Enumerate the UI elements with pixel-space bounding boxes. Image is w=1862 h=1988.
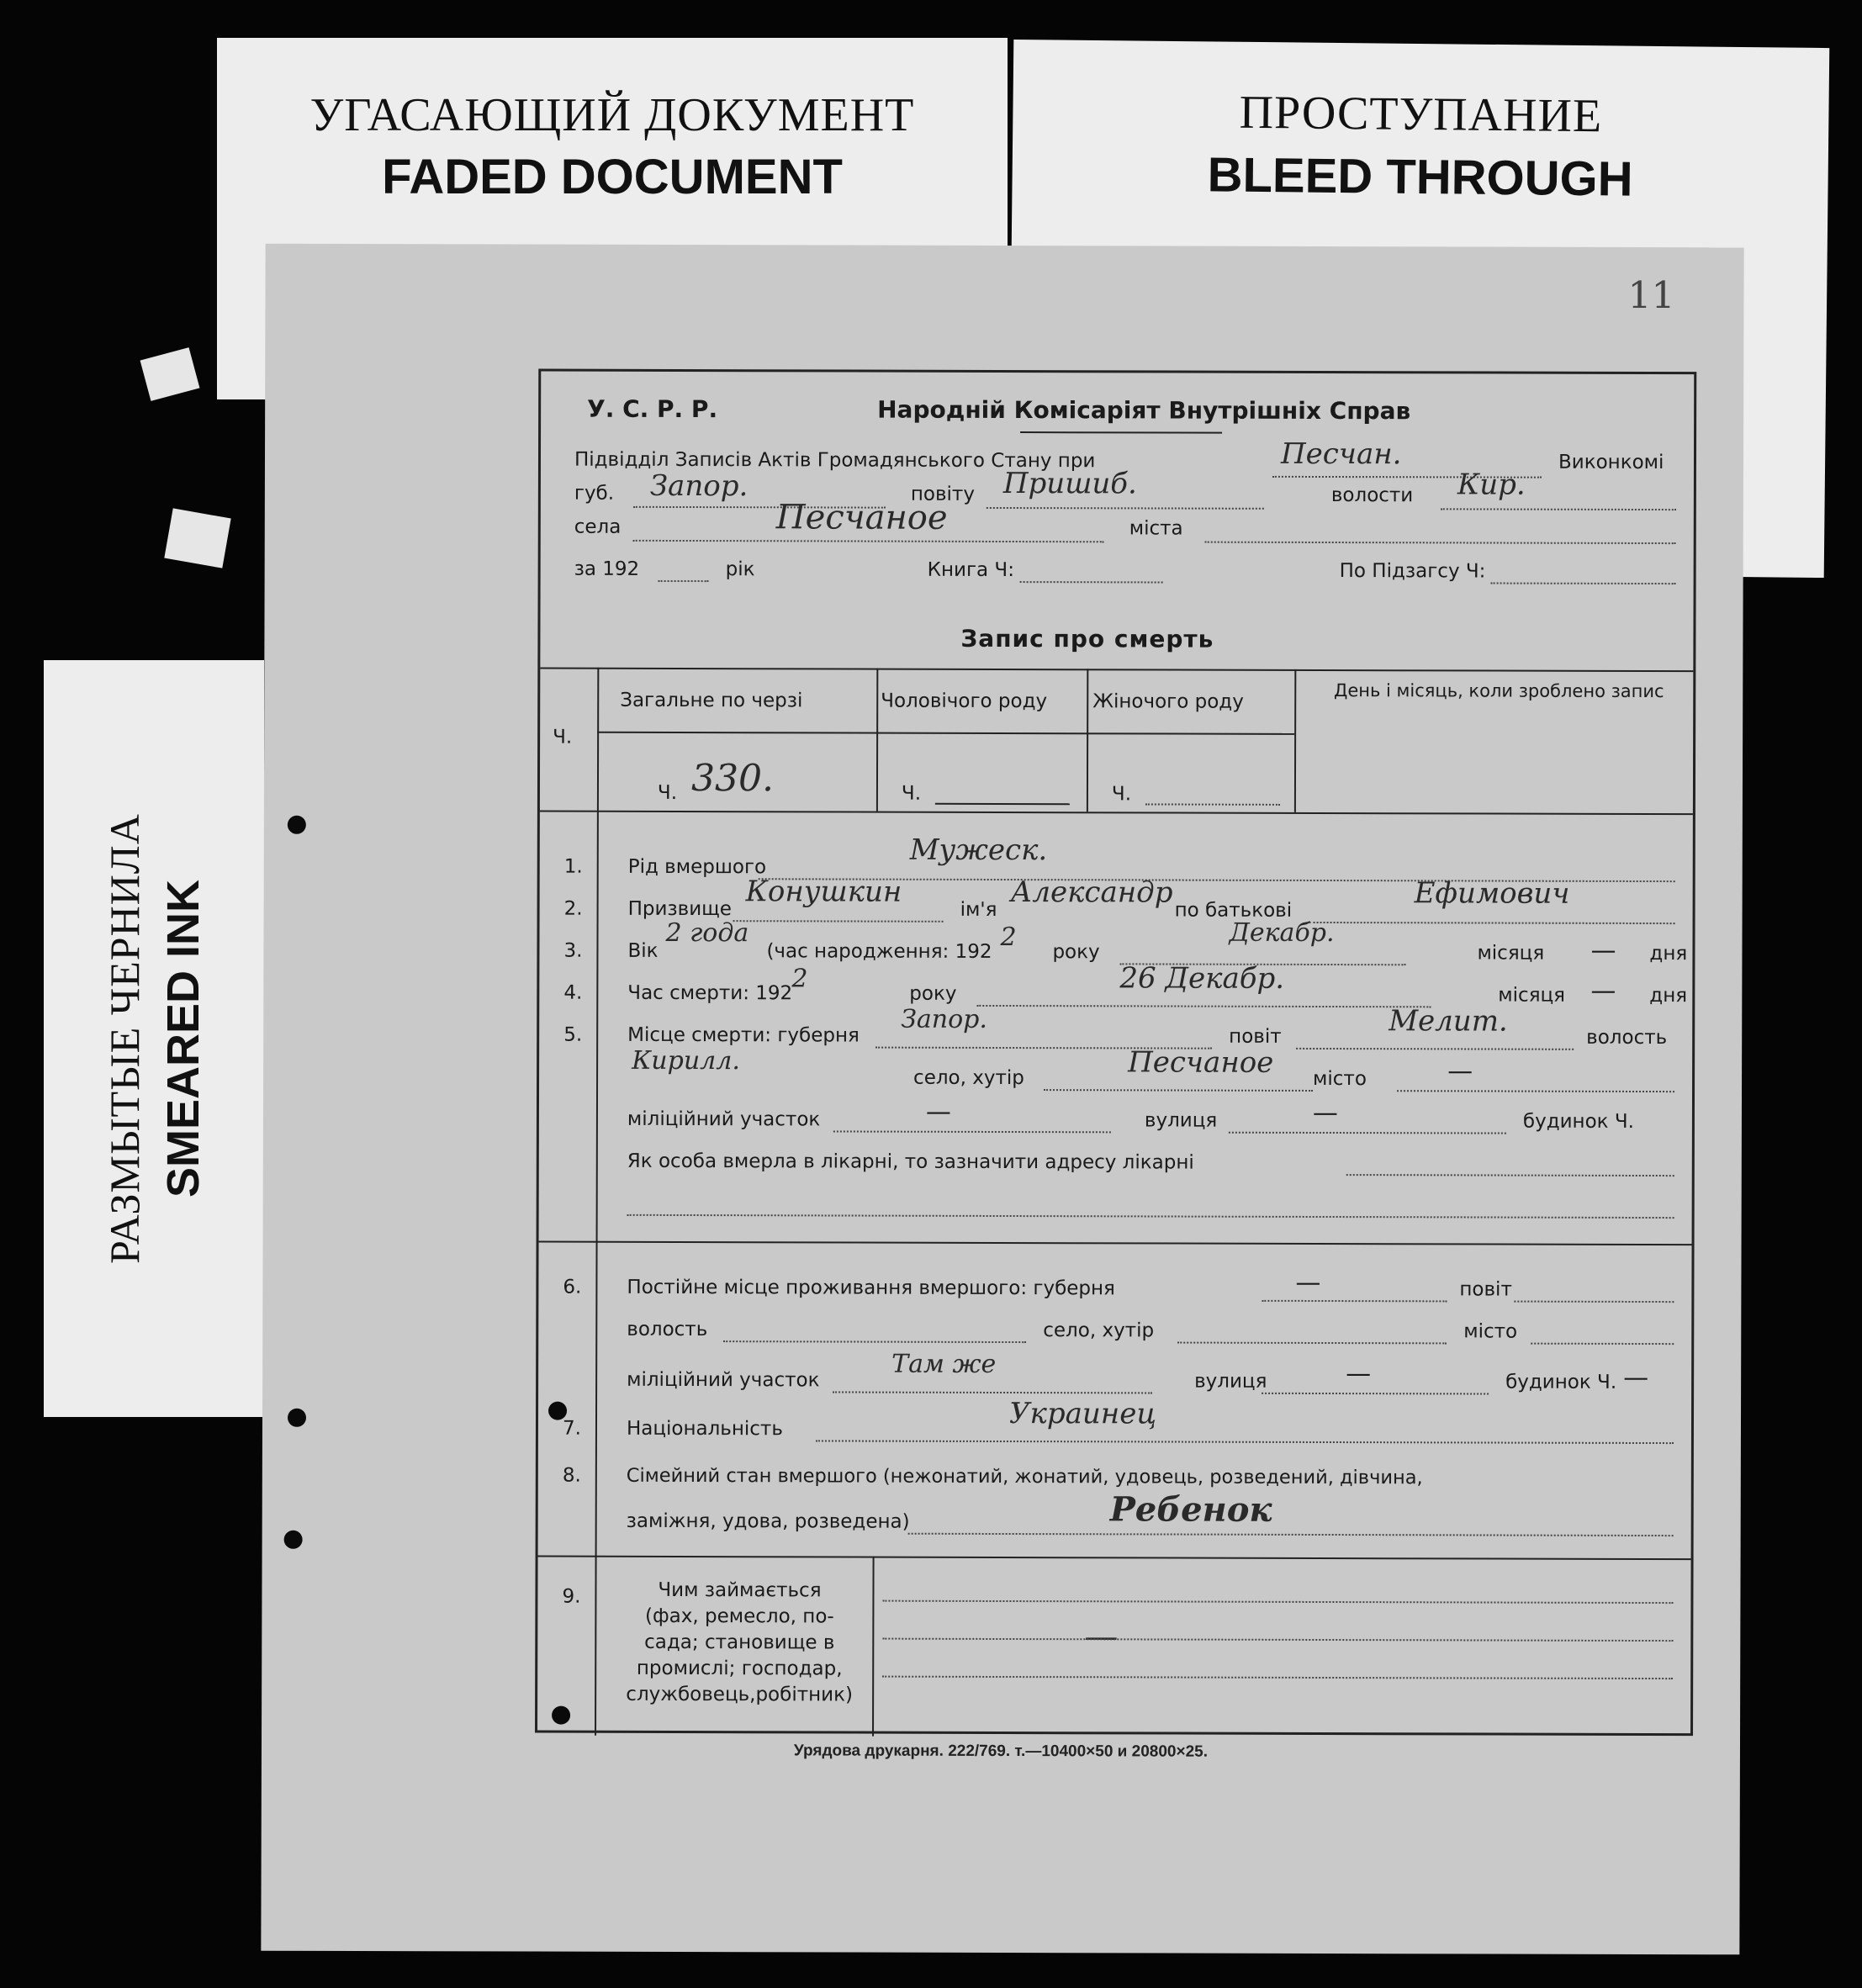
residence-milit-value: Там же — [891, 1349, 997, 1379]
smeared-label-en: SMEARED INK — [158, 879, 209, 1198]
general-ch-prefix: Ч. — [657, 781, 678, 804]
death-povit-value: Мелит. — [1389, 1004, 1508, 1039]
bleed-label-ru: ПРОСТУПАНИЕ — [1239, 86, 1603, 143]
death-roku-label: року — [909, 982, 957, 1005]
selo-value: Песчаное — [775, 498, 948, 537]
surname-label: Призвище — [627, 897, 733, 921]
subdept-label: Підвідділ Записів Актів Громадянського Стану при — [574, 448, 1096, 473]
republic-title: У. С. Р. Р. — [587, 394, 718, 424]
death-house-label: будинок Ч. — [1522, 1110, 1635, 1133]
row-1-label: Рід вмершого — [627, 855, 767, 879]
selo-label: села — [574, 516, 622, 538]
smeared-ink-label-card — [44, 660, 264, 1417]
page-number: 11 — [1627, 273, 1675, 318]
death-year-value: 2 — [791, 964, 808, 994]
table-ch-header: Ч. — [553, 726, 573, 748]
birth-roku-label: року — [1052, 941, 1100, 964]
death-volost-label: волость — [1586, 1026, 1668, 1050]
female-ch-prefix: Ч. — [1111, 783, 1132, 806]
residence-house-label: будинок Ч. — [1505, 1371, 1617, 1393]
marital-value: Ребенок — [1109, 1489, 1272, 1530]
paper-scrap — [164, 508, 230, 568]
occupation-label-line: промислі; господар, — [636, 1657, 843, 1680]
row-2-number: 2. — [563, 897, 583, 920]
death-record-form — [535, 369, 1696, 1737]
knyha-label: Книга Ч: — [927, 558, 1015, 582]
death-date-value: 26 Декабр. — [1119, 961, 1285, 996]
col-general-header: Загальне по черзі — [620, 689, 803, 712]
smeared-label-ru: РАЗМЫТЫЕ ЧЕРНИЛА — [101, 813, 148, 1264]
age-value: 2 года — [665, 917, 749, 949]
gub-value: Запор. — [649, 468, 749, 504]
povit-value: Пришиб. — [1002, 466, 1137, 501]
birth-year-value: 2 — [1000, 922, 1017, 953]
punch-hole — [288, 816, 306, 834]
nationality-value: Украинец — [1008, 1397, 1157, 1431]
gub-label: губ. — [574, 482, 615, 505]
death-milit-value: — — [925, 1097, 952, 1127]
rik-label: рік — [725, 558, 755, 581]
row-7-number: 7. — [562, 1417, 581, 1440]
punch-hole — [284, 1531, 303, 1549]
birth-month-value: Декабр. — [1229, 917, 1335, 949]
name-label: ім'я — [960, 898, 997, 921]
punch-hole — [288, 1409, 306, 1427]
paper-scrap — [140, 347, 200, 401]
occupation-label-line: Чим займається — [658, 1578, 822, 1602]
za-label: за 192 — [574, 558, 640, 580]
col-male-header: Чоловічого роду — [881, 690, 1048, 713]
age-label: Вік — [627, 939, 659, 962]
row-5-number: 5. — [563, 1023, 583, 1046]
death-misto-value: — — [1447, 1056, 1473, 1087]
residence-volost-label: волость — [627, 1318, 708, 1341]
residence-misto-label: місто — [1463, 1320, 1518, 1343]
patronymic-value: Ефимович — [1414, 876, 1570, 911]
residence-street-label: вулиця — [1194, 1370, 1267, 1393]
death-place-label: Місце смерти: губерня — [627, 1023, 860, 1047]
residence-house-value: — — [1623, 1362, 1649, 1393]
subdept-value: Песчан. — [1280, 436, 1402, 472]
faded-label-en: FADED DOCUMENT — [382, 150, 843, 204]
birth-month-label: місяця — [1477, 942, 1545, 965]
death-selo-value: Песчаное — [1128, 1045, 1274, 1080]
residence-street-value: — — [1346, 1359, 1372, 1389]
row-9-number: 9. — [562, 1585, 581, 1608]
occupation-label-line: сада; становище в — [644, 1631, 835, 1654]
document-sheet — [261, 244, 1743, 1955]
birth-label: (час народження: 192 — [766, 940, 992, 963]
faded-label-ru: УГАСАЮЩИЙ ДОКУМЕНТ — [309, 89, 915, 141]
surname-value: Конушкин — [745, 875, 902, 909]
row-4-number: 4. — [563, 981, 583, 1004]
death-povit-label: повіт — [1229, 1025, 1282, 1048]
record-title: Запис про смерть — [960, 624, 1214, 653]
hospital-label: Як особа вмерла в лікарні, то зазначити адресу лікарні — [627, 1150, 1194, 1174]
birth-day-value: — — [1590, 935, 1616, 965]
death-month-label: місяця — [1498, 984, 1566, 1007]
row-8-number: 8. — [562, 1464, 581, 1487]
death-time-label: Час смерти: 192 — [627, 981, 793, 1005]
general-number-value: 330. — [690, 757, 775, 801]
death-selo-label: село, хутір — [913, 1066, 1024, 1090]
occupation-label-line: службовець,робітник) — [626, 1683, 854, 1706]
death-street-label: вулиця — [1144, 1109, 1218, 1132]
marital-label-a: Сімейний стан вмершого (нежонатий, жонатий, удовець, розведений, дівчина, — [626, 1464, 1423, 1489]
residence-povit-label: повіт — [1459, 1278, 1512, 1301]
residence-gub-value: — — [1295, 1267, 1321, 1298]
residence-selo-label: село, хутір — [1043, 1319, 1155, 1342]
death-gub-value: Запор. — [901, 1004, 987, 1034]
death-day-label: дня — [1649, 985, 1688, 1007]
row-1-value: Мужеск. — [909, 833, 1048, 868]
printer-footer: Урядова друкарня. 222/769. т.—10400×50 и 20800×25. — [793, 1742, 1209, 1761]
col-female-header: Жіночого роду — [1092, 690, 1244, 713]
povit-label: повіту — [910, 483, 975, 505]
pidzahs-label: По Підзагсу Ч: — [1339, 560, 1486, 583]
death-volost-value: Кирилл. — [632, 1045, 740, 1076]
residence-label: Постійне місце проживання вмершого: губерня — [627, 1276, 1115, 1300]
residence-milit-label: міліційний участок — [627, 1368, 820, 1392]
occupation-value: — — [1084, 1617, 1119, 1657]
volost-label: волости — [1330, 484, 1414, 507]
ispolkom-label: Виконкомі — [1558, 451, 1664, 474]
death-misto-label: місто — [1313, 1067, 1367, 1091]
occupation-label-line: (фах, ремесло, по- — [645, 1605, 834, 1628]
death-day-value: — — [1590, 975, 1616, 1006]
row-6-number: 6. — [563, 1276, 582, 1298]
death-street-value: — — [1312, 1097, 1339, 1129]
name-value: Александр — [1010, 875, 1173, 910]
row-3-number: 3. — [563, 939, 583, 962]
patronymic-label: по батькові — [1174, 899, 1293, 922]
marital-label-b: заміжня, удова, розведена) — [626, 1510, 910, 1533]
ministry-title: Народній Комісаріят Внутрішніх Справ — [877, 395, 1411, 426]
birth-day-label: дня — [1649, 943, 1688, 965]
volost-value: Кир. — [1457, 468, 1526, 502]
death-milit-label: міліційний участок — [627, 1108, 821, 1131]
misto-label: міста — [1129, 517, 1183, 540]
col-date-header: День і місяць, коли зроблено запис — [1333, 680, 1664, 702]
bleed-label-en: BLEED THROUGH — [1207, 147, 1633, 207]
occupation-label — [609, 1578, 870, 1709]
row-1-number: 1. — [563, 855, 583, 878]
nationality-label: Національність — [626, 1417, 783, 1441]
male-ch-prefix: Ч. — [901, 782, 922, 805]
